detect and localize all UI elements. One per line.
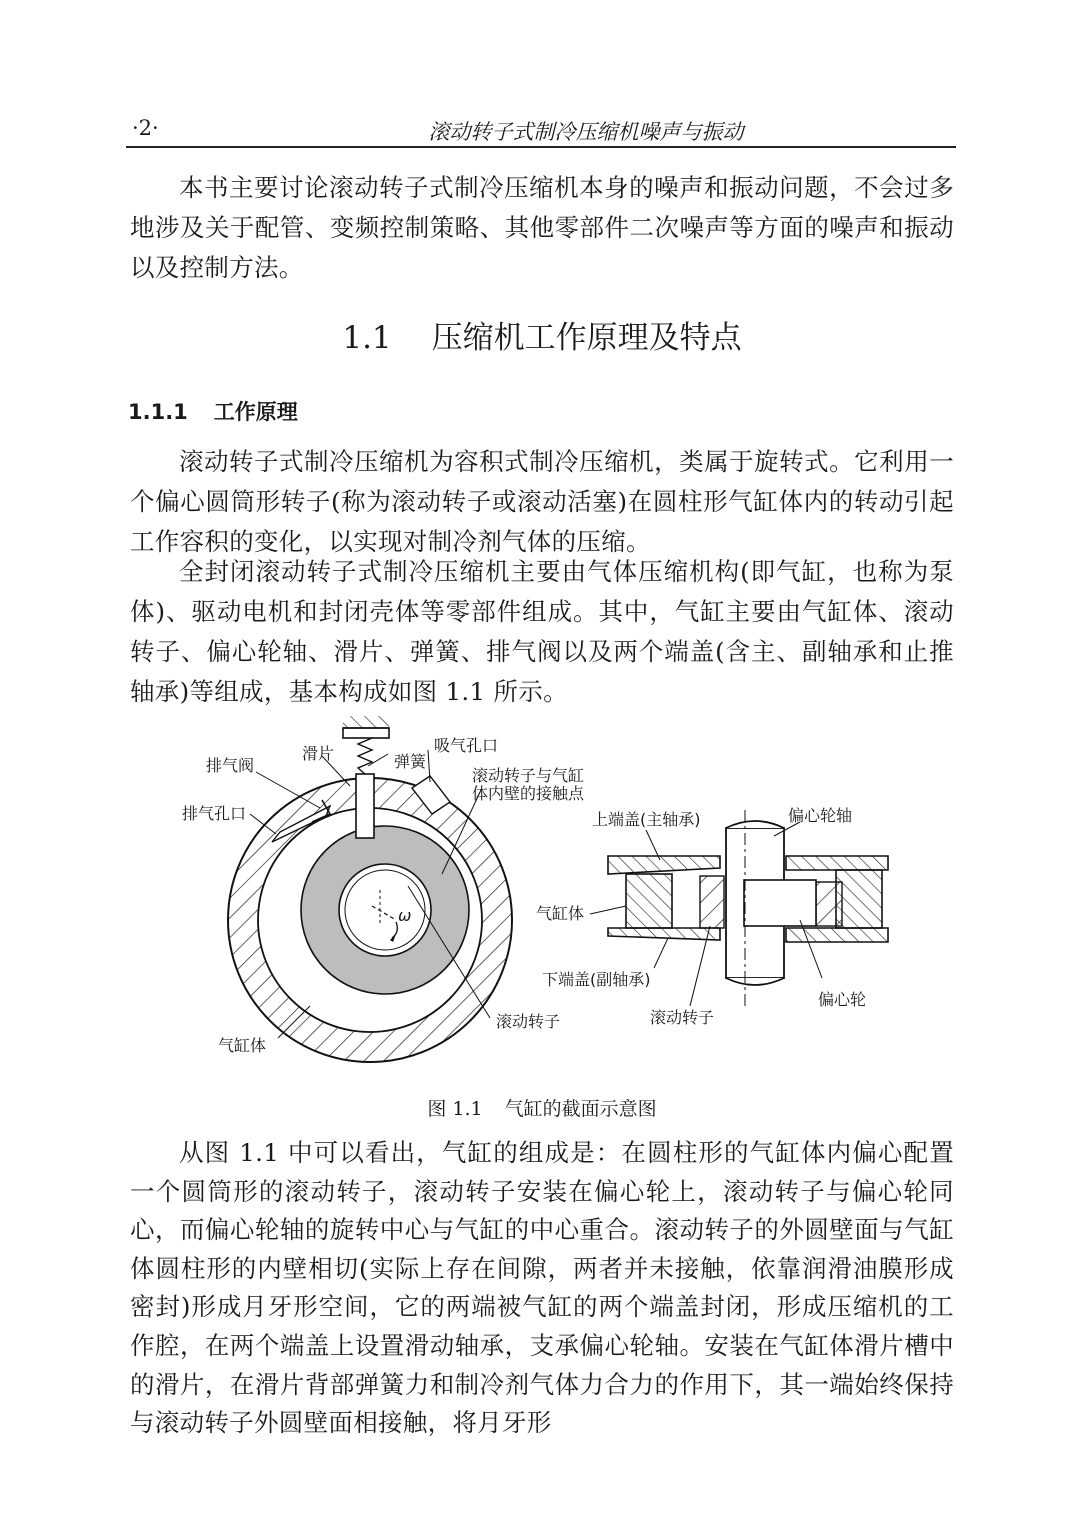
figure-caption: [130, 1094, 954, 1121]
section-number: 1.1: [342, 320, 392, 356]
label-rolling-rotor-left: 滚动转子: [496, 1012, 561, 1031]
subsection-title-text: 工作原理: [213, 400, 298, 424]
eccentric-wheel-bore: [339, 864, 431, 956]
figure-cylinder-section: [160, 710, 920, 1080]
label-discharge-valve: 排气阀: [206, 756, 255, 775]
section-title: [130, 312, 954, 357]
label-eccentric-shaft: 偏心轮轴: [788, 806, 853, 825]
caption-number: 图 1.1: [427, 1098, 483, 1120]
header-rule: [126, 146, 956, 148]
subsection-title: [128, 396, 298, 426]
running-head: [126, 112, 956, 146]
label-omega: ω: [398, 906, 412, 925]
analysis-paragraph: 从图 1.1 中可以看出，气缸的组成是：在圆柱形的气缸体内偏心配置一个圆筒形的滚动转子，滚动转子安装在偏心轮上，滚动转子与偏心轮同心，而偏心轮轴的旋转中心与气缸的中心重合。滚动转子的外圆壁面与气缸体圆柱形的内壁相切(实际上存在间隙，两者并未接触，依靠润滑油膜形成密封)形成月牙形空间，它的两端被气缸的两个端盖封闭，形成压缩机的工作腔，在两个端盖上设置滑动轴承，支承偏心轮轴。安装在气缸体滑片槽中的滑片，在滑片背部弹簧力和制冷剂气体力合力的作用下，其一端始终保持与滚动转子外圆壁面相接触，将月牙形: [130, 1138, 954, 1438]
label-contact-point-line2: 体内壁的接触点: [472, 784, 585, 803]
label-cylinder-body-right: 气缸体: [536, 904, 585, 923]
label-eccentric-wheel: 偏心轮: [818, 990, 867, 1009]
caption-text: 气缸的截面示意图: [504, 1098, 657, 1120]
label-rolling-rotor-right: 滚动转子: [650, 1008, 715, 1027]
page-number: ·2·: [132, 116, 159, 140]
label-lower-end-cover: 下端盖(副轴承): [542, 970, 651, 989]
subsection-number: 1.1.1: [128, 400, 188, 424]
label-slide: 滑片: [302, 744, 335, 763]
left-cross-section: [228, 716, 512, 1062]
label-spring: 弹簧: [394, 752, 427, 771]
section-title-text: 压缩机工作原理及特点: [431, 320, 742, 356]
eccentric-wheel: [744, 880, 816, 926]
principle-paragraph: 滚动转子式制冷压缩机为容积式制冷压缩机，类属于旋转式。它利用一个偏心圆筒形转子(称为滚动转子或滚动活塞)在圆柱形气缸体内的转动引起工作容积的变化，以实现对制冷剂气体的压缩。: [130, 447, 954, 556]
book-title: 滚动转子式制冷压缩机噪声与振动: [428, 120, 744, 144]
label-discharge-port: 排气孔口: [182, 804, 247, 823]
intro-paragraph: 本书主要讨论滚动转子式制冷压缩机本身的噪声和振动问题，不会过多地涉及关于配管、变频控制策略、其他零部件二次噪声等方面的噪声和振动以及控制方法。: [130, 173, 954, 282]
label-contact-point-line1: 滚动转子与气缸: [472, 766, 585, 785]
label-upper-end-cover: 上端盖(主轴承): [592, 810, 701, 829]
label-cylinder-body-left: 气缸体: [218, 1036, 267, 1055]
label-suction-port: 吸气孔口: [434, 736, 499, 755]
slide-vane: [356, 774, 374, 838]
components-paragraph: 全封闭滚动转子式制冷压缩机主要由气体压缩机构(即气缸，也称为泵体)、驱动电机和封闭壳体等零部件组成。其中，气缸主要由气缸体、滚动转子、偏心轮轴、滑片、弹簧、排气阀以及两个端盖(含主、副轴承和止推轴承)等组成，基本构成如图 1.1 所示。: [130, 557, 954, 706]
